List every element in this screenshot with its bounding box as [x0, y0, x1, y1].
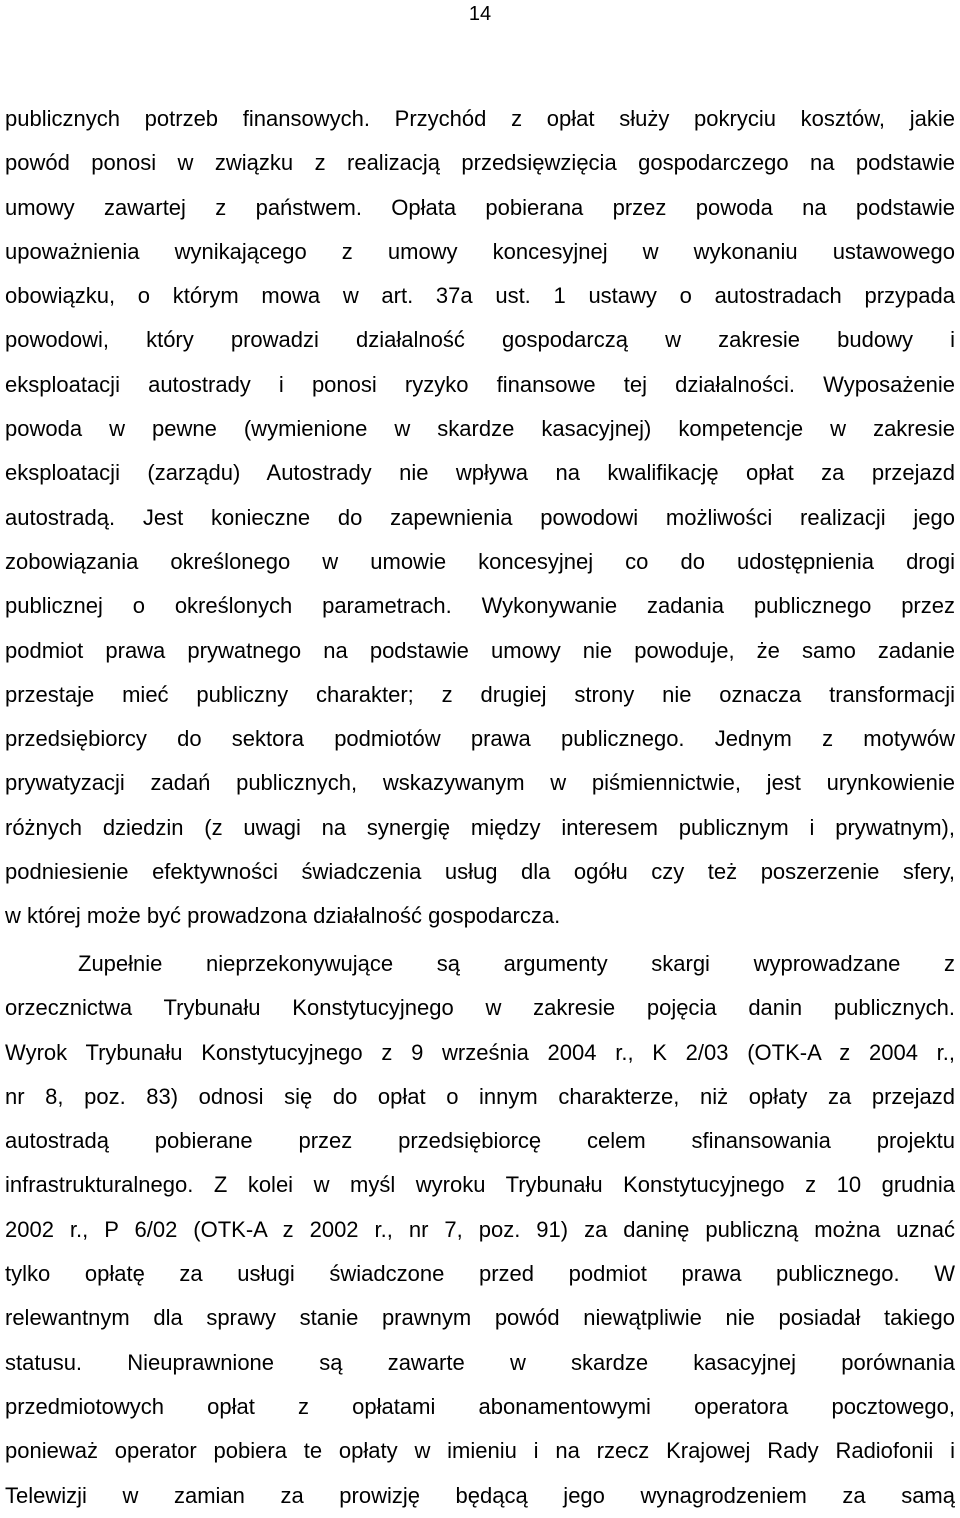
text-line: obowiązku, o którym mowa w art. 37a ust. 1 ustawy o autostradach przypada: [5, 283, 955, 309]
text-line: umowy zawartej z państwem. Opłata pobierana przez powoda na podstawie: [5, 194, 955, 220]
text-line: podmiot prawa prywatnego na podstawie umowy nie powoduje, że samo zadanie: [5, 637, 955, 663]
text-line: orzecznictwa Trybunału Konstytucyjnego w zakresie pojęcia danin publicznych.: [5, 995, 955, 1021]
paragraph-1: [5, 97, 955, 939]
text-line: tylko opłatę za usługi świadczone przed podmiot prawa publicznego. W: [5, 1261, 955, 1287]
text-line: statusu. Nieuprawnione są zawarte w skardze kasacyjnej porównania: [5, 1349, 955, 1375]
text-line: Telewizji w zamian za prowizję będącą jego wynagrodzeniem za samą: [5, 1482, 955, 1508]
paragraph-2: [5, 942, 955, 1518]
text-line: publicznych potrzeb finansowych. Przychód z opłat służy pokryciu kosztów, jakie: [5, 106, 955, 131]
text-line: Wyrok Trybunału Konstytucyjnego z 9 września 2004 r., K 2/03 (OTK-A z 2004 r.,: [5, 1039, 955, 1065]
text-line: w której może być prowadzona działalność gospodarcza.: [5, 903, 561, 929]
text-line: przedsiębiorcy do sektora podmiotów prawa publicznego. Jednym z motywów: [5, 726, 955, 752]
text-line: przedmiotowych opłat z opłatami abonamentowymi operatora pocztowego,: [5, 1393, 955, 1419]
text-line: powoda w pewne (wymienione w skardze kasacyjnej) kompetencje w zakresie: [5, 416, 955, 442]
text-line: przestaje mieć publiczny charakter; z drugiej strony nie oznacza transformacji: [5, 681, 955, 707]
text-line: powód ponosi w związku z realizacją przedsięwzięcia gospodarczego na podstawie: [5, 150, 955, 176]
text-line: nr 8, poz. 83) odnosi się do opłat o innym charakterze, niż opłaty za przejazd: [5, 1083, 955, 1109]
text-line: eksploatacji (zarządu) Autostrady nie wpływa na kwalifikację opłat za przejazd: [5, 460, 955, 486]
text-line: Zupełnie nieprzekonywujące są argumenty skargi wyprowadzane z: [78, 951, 955, 976]
text-line: prywatyzacji zadań publicznych, wskazywanym w piśmiennictwie, jest urynkowienie: [5, 770, 955, 796]
text-line: powodowi, który prowadzi działalność gospodarczą w zakresie budowy i: [5, 327, 955, 353]
text-line: eksploatacji autostrady i ponosi ryzyko finansowe tej działalności. Wyposażenie: [5, 371, 955, 397]
text-line: podniesienie efektywności świadczenia usług dla ogółu czy też poszerzenie sfery,: [5, 859, 955, 885]
text-line: autostradą. Jest konieczne do zapewnienia powodowi możliwości realizacji jego: [5, 504, 955, 530]
text-line: różnych dziedzin (z uwagi na synergię między interesem publicznym i prywatnym),: [5, 814, 955, 840]
text-line: relewantnym dla sprawy stanie prawnym powód niewątpliwie nie posiadał takiego: [5, 1305, 955, 1331]
text-line: zobowiązania określonego w umowie koncesyjnej co do udostępnienia drogi: [5, 548, 955, 574]
page-number: 14: [468, 3, 492, 25]
text-line: autostradą pobierane przez przedsiębiorcę celem sfinansowania projektu: [5, 1128, 955, 1154]
text-line: infrastrukturalnego. Z kolei w myśl wyroku Trybunału Konstytucyjnego z 10 grudnia: [5, 1172, 955, 1198]
text-line: 2002 r., P 6/02 (OTK-A z 2002 r., nr 7, poz. 91) za daninę publiczną można uznać: [5, 1216, 955, 1242]
text-line: publicznej o określonych parametrach. Wykonywanie zadania publicznego przez: [5, 593, 955, 619]
text-line: upoważnienia wynikającego z umowy koncesyjnej w wykonaniu ustawowego: [5, 238, 955, 264]
text-line: ponieważ operator pobiera te opłaty w imieniu i na rzecz Krajowej Rady Radiofonii i: [5, 1438, 955, 1464]
